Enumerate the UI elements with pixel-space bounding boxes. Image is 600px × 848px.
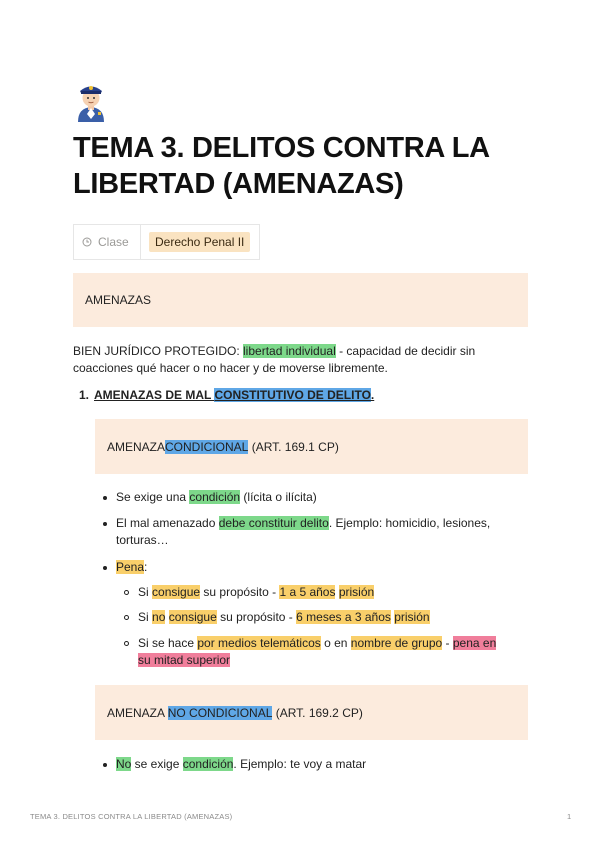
- highlight: por medios telemáticos: [197, 636, 321, 650]
- sub-bullet-telematicos: [138, 635, 528, 669]
- highlight: no: [152, 610, 166, 624]
- bullet-condicion: [116, 489, 526, 506]
- text: o en: [320, 636, 351, 650]
- highlight: consigue: [152, 585, 201, 599]
- text: . Ejemplo: homicidio, lesiones, torturas…: [116, 516, 491, 547]
- callout-cond-pre: AMENAZA: [107, 439, 166, 454]
- text: . Ejemplo: te voy a matar: [233, 757, 367, 771]
- highlight: su mitad superior: [138, 653, 231, 667]
- text: Si: [138, 610, 153, 624]
- highlight: NO: [167, 705, 186, 720]
- property-row: [73, 224, 260, 260]
- page-number: 1: [567, 812, 572, 821]
- item1-heading: [94, 387, 374, 404]
- callout-condicional: [95, 419, 528, 474]
- bien-highlight: libertad individual: [243, 344, 336, 358]
- bullet: [103, 522, 107, 526]
- sub-bullet: [124, 590, 129, 595]
- callout-no-condicional: [95, 685, 528, 740]
- sub-bullet: [124, 615, 129, 620]
- text: Si: [138, 585, 153, 599]
- bullet-mal-amenazado: [116, 515, 526, 549]
- highlight: prisión: [338, 585, 375, 599]
- item1-highlight: CONSTITUTIVO DE DELITO: [214, 388, 371, 402]
- highlight: condición: [189, 490, 241, 504]
- bullet-pena: [116, 559, 147, 576]
- page-title: TEMA 3. DELITOS CONTRA LA LIBERTAD (AMENAZAS): [73, 132, 489, 200]
- property-key: [74, 225, 141, 259]
- callout-cond-hl: CONDICIONAL: [165, 439, 249, 454]
- text: su propósito -: [216, 610, 297, 624]
- text: Si se hace: [138, 636, 198, 650]
- item1-end: .: [370, 388, 375, 402]
- callout-text: AMENAZAS: [85, 293, 152, 307]
- bien-rest: - capacidad de decidir sin coacciones qué hacer o no hacer y de moverse libremente.: [73, 344, 476, 375]
- highlight: pena en: [452, 636, 497, 650]
- text: -: [442, 636, 453, 650]
- highlight: 6 meses a 3 años: [296, 610, 391, 624]
- bullet-no-condicion: [116, 756, 366, 773]
- highlight: Pena: [116, 560, 145, 574]
- callout-cond-post: (ART. 169.1 CP): [248, 439, 339, 454]
- bullet: [103, 496, 107, 500]
- highlight: condición: [182, 757, 234, 771]
- police-officer-icon: [74, 78, 108, 122]
- highlight: 1 a 5 años: [279, 585, 336, 599]
- highlight: consigue: [168, 610, 217, 624]
- text: :: [144, 560, 148, 574]
- item1-text: AMENAZAS DE MAL: [94, 388, 215, 402]
- text: AMENAZA: [107, 705, 168, 720]
- callout-amenazas: [73, 273, 528, 327]
- bien-prefix: BIEN JURÍDICO PROTEGIDO:: [73, 344, 244, 358]
- list-number: 1.: [79, 388, 90, 402]
- sub-bullet-consigue: [138, 584, 374, 601]
- text: (ART. 169.2 CP): [272, 705, 363, 720]
- text: Se exige una: [116, 490, 190, 504]
- clock-icon: [82, 237, 92, 247]
- text: su propósito -: [200, 585, 280, 599]
- text: El mal amenazado: [116, 516, 219, 530]
- highlight: No: [116, 757, 132, 771]
- text: se exige: [131, 757, 183, 771]
- class-tag[interactable]: Derecho Penal II: [149, 232, 250, 252]
- highlight: CONDICIONAL: [189, 705, 273, 720]
- highlight: nombre de grupo: [350, 636, 443, 650]
- property-value[interactable]: [141, 235, 250, 249]
- footer-title: TEMA 3. DELITOS CONTRA LA LIBERTAD (AMENAZAS): [30, 812, 233, 821]
- text: (lícita o ilícita): [240, 490, 317, 504]
- sub-bullet: [124, 641, 129, 646]
- highlight: debe constituir delito: [218, 516, 329, 530]
- property-key-label: Clase: [98, 235, 129, 249]
- bien-juridico-paragraph: [73, 343, 528, 377]
- bullet: [103, 763, 107, 767]
- bullet: [103, 566, 107, 570]
- sub-bullet-no-consigue: [138, 609, 430, 626]
- highlight: prisión: [394, 610, 430, 624]
